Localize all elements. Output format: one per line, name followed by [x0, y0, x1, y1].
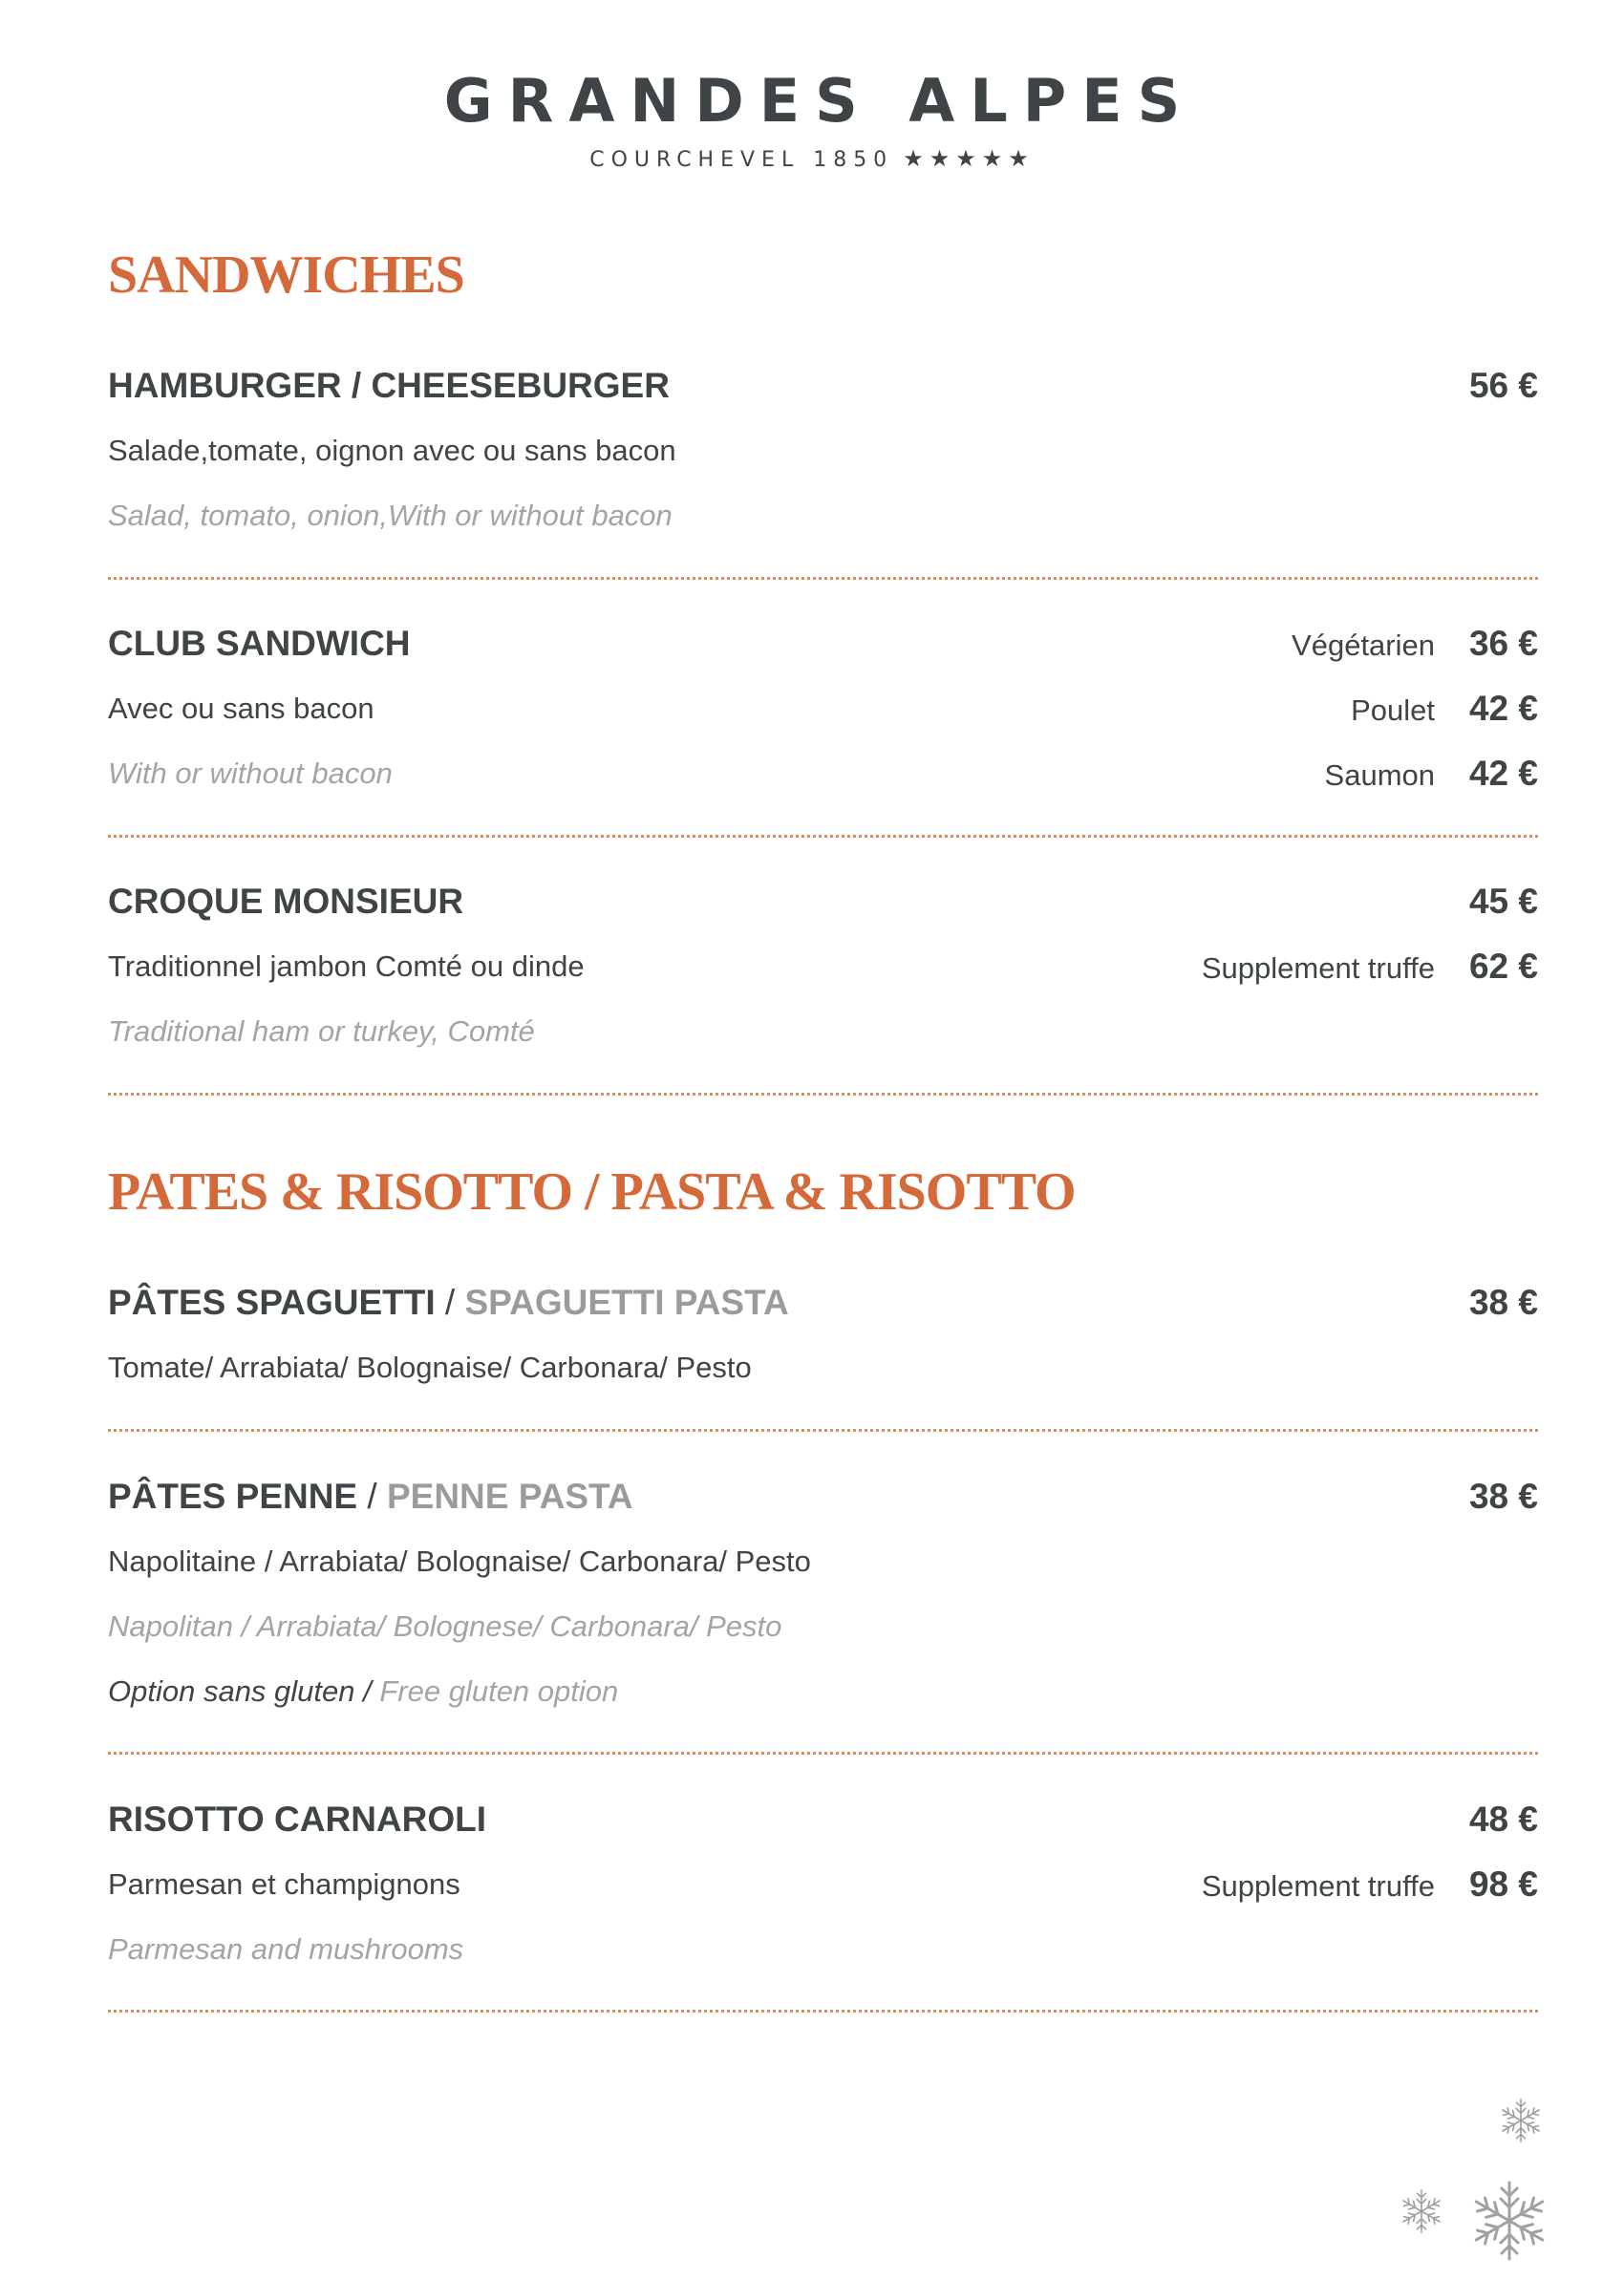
star-rating-icon: ★★★★★	[903, 145, 1035, 172]
supplement-price: 62 €	[1468, 947, 1538, 986]
item-name-fr: PÂTES SPAGUETTI	[108, 1283, 436, 1322]
item-description-fr: Salade,tomate, oignon avec ou sans bacon	[108, 434, 676, 467]
variant-label: Végétarien	[1292, 629, 1435, 662]
item-price: 48 €	[1468, 1800, 1538, 1839]
item-name	[108, 1464, 633, 1529]
item-description-en: Salad, tomato, onion,With or without bacon	[108, 499, 673, 532]
supplement-price: 98 €	[1468, 1864, 1538, 1904]
menu-item-risotto	[108, 1787, 1538, 1982]
variant-label: Saumon	[1324, 758, 1435, 792]
snowflake-small-icon	[1500, 2099, 1541, 2141]
brand-location: COURCHEVEL 1850	[589, 148, 894, 172]
dotted-divider	[108, 1752, 1538, 1755]
dotted-divider	[108, 577, 1538, 580]
item-description-en: Traditional ham or turkey, Comté	[108, 1014, 535, 1048]
variant-price: 42 €	[1468, 689, 1538, 728]
item-price: 56 €	[1468, 366, 1538, 405]
variant-label: Poulet	[1351, 693, 1435, 727]
item-description-fr: Traditionnel jambon Comté ou dinde	[108, 949, 585, 983]
item-name-fr: PÂTES PENNE	[108, 1477, 358, 1516]
item-name: CROQUE MONSIEUR	[108, 882, 464, 921]
item-description-en: Napolitan / Arrabiata/ Bolognese/ Carbonara/ Pesto	[108, 1609, 782, 1643]
name-separator: /	[435, 1283, 465, 1322]
snowflake-small-icon	[1400, 2190, 1442, 2232]
option-separator: /	[354, 1674, 380, 1708]
menu-item-club-sandwich	[108, 611, 1538, 806]
item-description-fr: Parmesan et champignons	[108, 1867, 460, 1901]
brand-name: GRANDES ALPES	[443, 66, 1196, 136]
menu-item-croque-monsieur	[108, 869, 1538, 1064]
name-separator: /	[357, 1477, 387, 1516]
brand-subtitle	[0, 143, 1624, 176]
menu-item-spaguetti	[108, 1270, 1538, 1400]
dotted-divider	[108, 835, 1538, 838]
item-name: CLUB SANDWICH	[108, 624, 411, 663]
item-description-fr: Tomate/ Arrabiata/ Bolognaise/ Carbonara/ Pesto	[108, 1351, 752, 1384]
dotted-divider	[108, 1429, 1538, 1432]
item-name-en: PENNE PASTA	[386, 1477, 633, 1516]
item-description-fr: Avec ou sans bacon	[108, 692, 374, 725]
option-fr: Option sans gluten	[108, 1674, 355, 1708]
menu-item-penne	[108, 1464, 1538, 1724]
supplement-label: Supplement truffe	[1201, 1869, 1435, 1903]
item-description-en: Parmesan and mushrooms	[108, 1932, 464, 1966]
gluten-free-option	[108, 1659, 618, 1730]
item-price: 45 €	[1468, 882, 1538, 921]
dotted-divider	[108, 1093, 1538, 1096]
item-price: 38 €	[1468, 1477, 1538, 1516]
section-title-pasta-risotto: PATES & RISOTTO / PASTA & RISOTTO	[108, 1162, 1076, 1222]
section-title-sandwiches: SANDWICHES	[108, 245, 464, 305]
supplement-label: Supplement truffe	[1201, 951, 1435, 985]
item-description-en: With or without bacon	[108, 756, 393, 790]
item-name	[108, 1270, 789, 1335]
item-description-fr: Napolitaine / Arrabiata/ Bolognaise/ Carbonara/ Pesto	[108, 1545, 811, 1578]
item-name-en: SPAGUETTI PASTA	[464, 1283, 789, 1322]
item-name: RISOTTO CARNAROLI	[108, 1800, 487, 1839]
item-name: HAMBURGER / CHEESEBURGER	[108, 366, 670, 405]
snowflake-icon	[1385, 2082, 1576, 2273]
variant-price: 42 €	[1468, 754, 1538, 793]
dotted-divider	[108, 2010, 1538, 2013]
variant-price: 36 €	[1468, 624, 1538, 663]
menu-item-hamburger	[108, 353, 1538, 548]
option-en: Free gluten option	[379, 1674, 619, 1708]
brand-header	[0, 65, 1624, 176]
snowflake-large-icon	[1472, 2183, 1547, 2259]
item-price: 38 €	[1468, 1283, 1538, 1322]
